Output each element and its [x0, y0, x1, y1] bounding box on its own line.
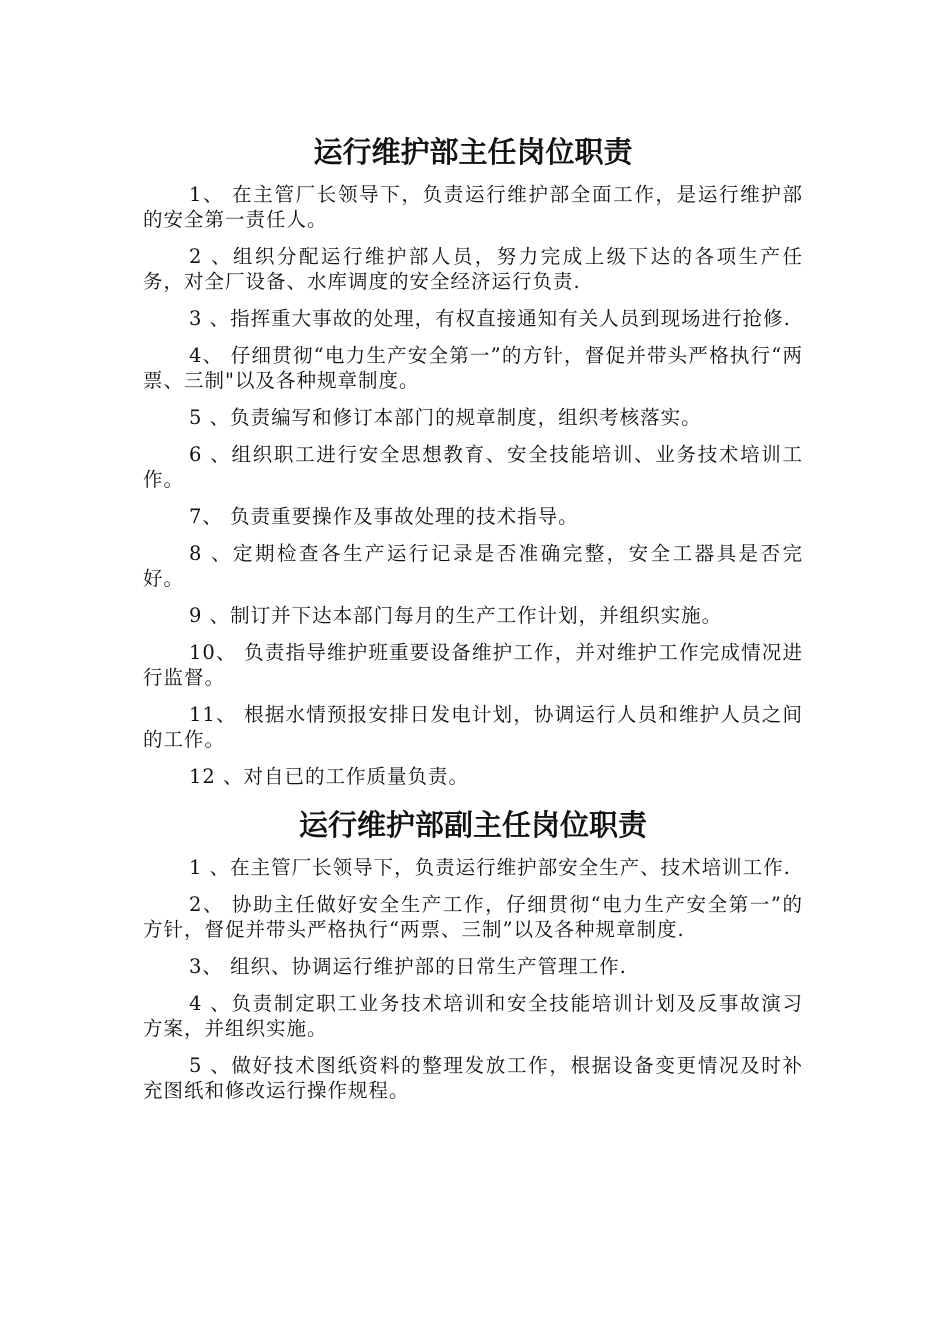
duty-item: 4 、负责制定职工业务技术培训和安全技能培训计划及反事故演习方案，并组织实施。 [143, 992, 803, 1040]
duty-item: 2 、组织分配运行维护部人员，努力完成上级下达的各项生产任务，对全厂设备、水库调度的安全经济运行负责. [143, 245, 803, 293]
duty-item: 3 、指挥重大事故的处理，有权直接通知有关人员到现场进行抢修. [189, 307, 791, 330]
section-deputy-items [143, 855, 803, 1103]
duty-item: 12 、对自已的工作质量负责。 [189, 765, 470, 788]
section-title-director: 运行维护部主任岗位职责 [313, 135, 633, 169]
section-title-deputy-director: 运行维护部副主任岗位职责 [298, 808, 647, 842]
duty-item: 11、 根据水情预报安排日发电计划，协调运行人员和维护人员之间的工作。 [143, 703, 803, 751]
duty-item: 3、 组织、协调运行维护部的日常生产管理工作. [189, 955, 627, 978]
duty-item: 7、 负责重要操作及事故处理的技术指导。 [189, 505, 579, 528]
duty-item: 5 、负责编写和修订本部门的规章制度，组织考核落实。 [189, 406, 702, 429]
duty-item: 1、 在主管厂长领导下，负责运行维护部全面工作，是运行维护部的安全第一责任人。 [143, 183, 803, 231]
duty-item: 8 、定期检查各生产运行记录是否准确完整，安全工器具是否完好。 [143, 542, 803, 590]
duty-item: 2、 协助主任做好安全生产工作，仔细贯彻“电力生产安全第一”的方针，督促并带头严格执行“两票、三制”以及各种规章制度. [143, 893, 803, 941]
section-director-items [143, 182, 803, 789]
duty-item: 9 、制订并下达本部门每月的生产工作计划，并组织实施。 [189, 604, 723, 627]
duty-item: 1 、在主管厂长领导下，负责运行维护部安全生产、技术培训工作. [189, 856, 791, 879]
duty-item: 4、 仔细贯彻“电力生产安全第一”的方针，督促并带头严格执行“两票、三制"以及各种规章制度。 [143, 344, 803, 392]
duty-item: 5 、做好技术图纸资料的整理发放工作，根据设备变更情况及时补充图纸和修改运行操作规程。 [143, 1054, 803, 1102]
duty-item: 10、 负责指导维护班重要设备维护工作，并对维护工作完成情况进行监督。 [143, 641, 803, 689]
duty-item: 6 、组织职工进行安全思想教育、安全技能培训、业务技术培训工作。 [143, 443, 803, 491]
document-page [143, 128, 803, 1115]
